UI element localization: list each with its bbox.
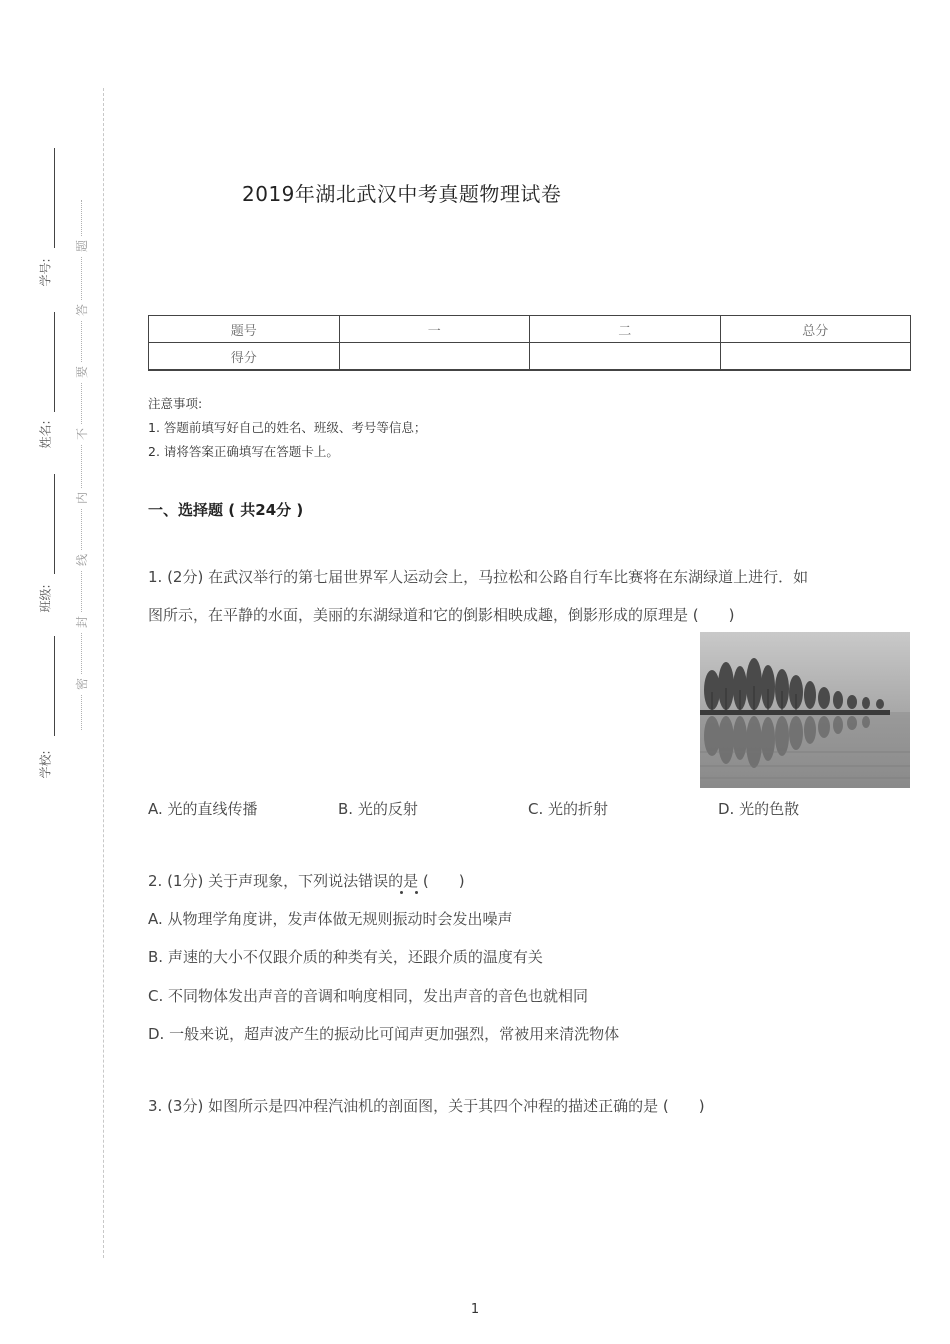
table-row-label: 得分 — [149, 343, 340, 371]
student-id-line[interactable] — [54, 148, 55, 248]
option-d[interactable]: D. 一般来说，超声波产生的振动比可闻声更加强烈，常被用来清洗物体 — [148, 1025, 620, 1043]
name-label: 姓名: — [38, 420, 53, 449]
seal-line — [81, 200, 82, 730]
option-b[interactable]: B. 光的反射 — [338, 800, 418, 818]
page-number: 1 — [470, 1302, 480, 1317]
option-b[interactable]: B. 声速的大小不仅跟介质的种类有关，还跟介质的温度有关 — [148, 948, 543, 966]
score-table — [148, 315, 911, 371]
class-label: 班级: — [38, 584, 53, 613]
seal-char: 要 — [74, 362, 90, 382]
emphasis-dot — [400, 891, 403, 894]
option-a[interactable]: A. 光的直线传播 — [148, 800, 258, 818]
table-header-cell: 一 — [339, 316, 530, 343]
page-title: 2019年湖北武汉中考真题物理试卷 — [242, 182, 562, 206]
seal-char: 密 — [74, 674, 90, 694]
option-d[interactable]: D. 光的色散 — [718, 800, 800, 818]
table-header-cell: 总分 — [720, 316, 911, 343]
binding-margin — [0, 0, 110, 1344]
lake-reflection-photo — [700, 632, 910, 788]
student-id-label: 学号: — [38, 258, 53, 287]
seal-char: 线 — [74, 550, 90, 570]
seal-char: 答 — [74, 300, 90, 320]
option-c[interactable]: C. 不同物体发出声音的音调和响度相同，发出声音的音色也就相同 — [148, 987, 589, 1005]
table-row — [149, 316, 911, 343]
option-c[interactable]: C. 光的折射 — [528, 800, 609, 818]
table-header-cell: 题号 — [149, 316, 340, 343]
table-header-cell: 二 — [530, 316, 721, 343]
school-label: 学校: — [38, 750, 53, 779]
question-2-text: 2. (1分) 关于声现象，下列说法错误的是 ( ) — [148, 872, 465, 890]
notice-block — [148, 392, 426, 464]
question-1-text: 图所示，在平静的水面，美丽的东湖绿道和它的倒影相映成趣，倒影形成的原理是 ( ) — [148, 606, 735, 624]
score-cell[interactable] — [339, 343, 530, 371]
seal-char: 内 — [74, 488, 90, 508]
school-line[interactable] — [54, 636, 55, 736]
table-row — [149, 343, 911, 371]
seal-char: 不 — [74, 424, 90, 444]
question-1-text: 1. (2分) 在武汉举行的第七届世界军人运动会上，马拉松和公路自行车比赛将在东湖绿道上进行．如 — [148, 568, 809, 586]
notice-heading: 注意事项: — [148, 396, 203, 411]
section-heading: 一、选择题 ( 共24分 ) — [148, 501, 304, 519]
notice-item: 1. 答题前填写好自己的姓名、班级、考号等信息； — [148, 420, 427, 435]
option-a[interactable]: A. 从物理学角度讲，发声体做无规则振动时会发出噪声 — [148, 910, 513, 928]
name-line[interactable] — [54, 312, 55, 412]
cut-line — [103, 88, 104, 1258]
seal-char: 封 — [74, 612, 90, 632]
emphasis-dot — [415, 891, 418, 894]
score-cell[interactable] — [530, 343, 721, 371]
score-cell[interactable] — [720, 343, 911, 371]
question-3-text: 3. (3分) 如图所示是四冲程汽油机的剖面图，关于其四个冲程的描述正确的是 ( ) — [148, 1097, 705, 1115]
class-line[interactable] — [54, 474, 55, 574]
notice-item: 2. 请将答案正确填写在答题卡上。 — [148, 444, 339, 459]
seal-char: 题 — [74, 236, 90, 256]
